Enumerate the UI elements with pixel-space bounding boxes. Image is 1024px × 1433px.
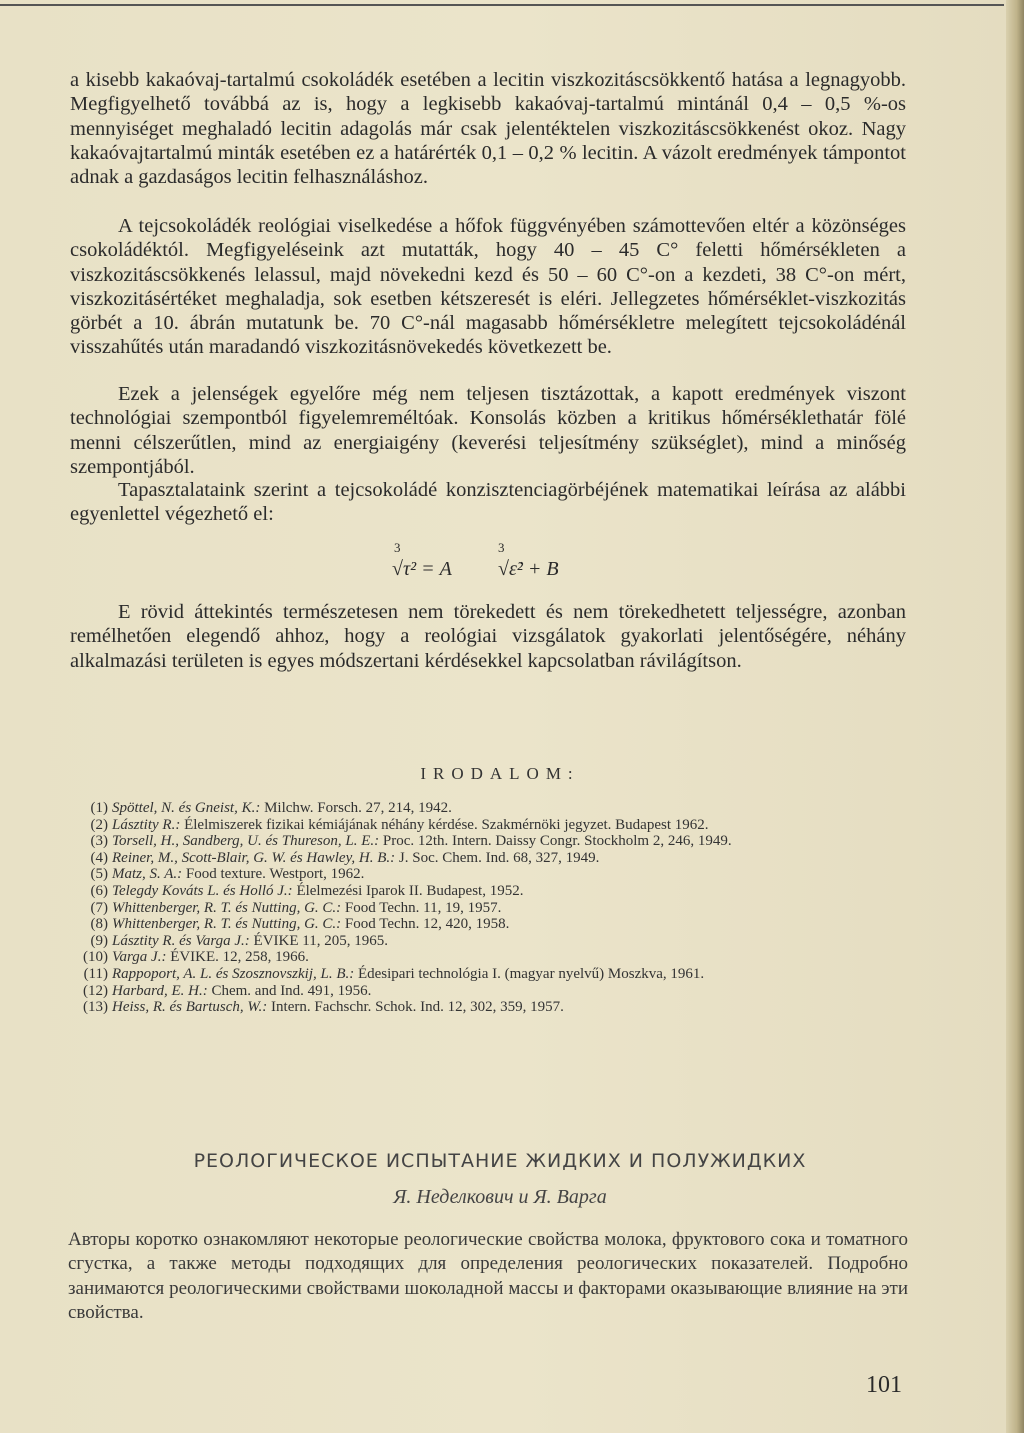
reference-source: Food texture. Westport, 1962. bbox=[182, 866, 365, 883]
reference-text bbox=[112, 817, 914, 834]
reference-authors: Heiss, R. és Bartusch, W.: bbox=[112, 999, 268, 1016]
reference-source: Milchw. Forsch. 27, 214, 1942. bbox=[260, 800, 452, 816]
reference-item bbox=[64, 966, 914, 983]
reference-source: Intern. Fachschr. Schok. Ind. 12, 302, 359, 1957. bbox=[267, 999, 564, 1016]
top-rule bbox=[0, 4, 1004, 6]
equation-rhs: √ε̇² + B bbox=[498, 558, 559, 580]
russian-abstract: Авторы коротко ознакомляют некоторые реологические свойства молока, фруктового сока и томатного сгустка, а также методы подходящих для определения реологических показателей. Подробно занимаются реологическими свойствами шоколадной массы и факторами оказывающие влияние на эти свойства. bbox=[68, 1229, 908, 1323]
root-index-right: 3 bbox=[498, 540, 505, 555]
references-title: IRODALOM: bbox=[420, 764, 580, 783]
paragraph-4 bbox=[70, 478, 906, 527]
reference-item bbox=[64, 800, 914, 817]
paragraph-text: Ezek a jelenségek egyelőre még nem teljesen tisztázottak, a kapott eredmények viszont technológiai szempontból figyelemreméltóak. Konsolás közben a kritikus hőmérséklethatár fölé menni célszerűtlen, mind az energiaigény (keverési teljesítmény szükséglet), mind a minőség szempontjából. bbox=[70, 383, 906, 478]
reference-source: J. Soc. Chem. Ind. 68, 327, 1949. bbox=[395, 849, 600, 866]
reference-list bbox=[64, 800, 914, 1016]
paragraph-text: Tapasztalataink szerint a tejcsokoládé konzisztenciagörbéjének matematikai leírása az alábbi egyenlettel végezhető el: bbox=[70, 479, 906, 526]
reference-number: (7) bbox=[90, 899, 108, 916]
reference-item bbox=[64, 916, 914, 933]
reference-source: Édesipari technológia I. (magyar nyelvű) Moszkva, 1961. bbox=[354, 965, 705, 982]
reference-text bbox=[112, 999, 914, 1016]
reference-authors: Torsell, H., Sandberg, U. és Thureson, L. E.: bbox=[112, 833, 380, 850]
reference-number: (11) bbox=[83, 965, 108, 982]
reference-number: (13) bbox=[83, 999, 108, 1016]
reference-item bbox=[64, 850, 914, 867]
reference-number: (5) bbox=[90, 866, 108, 883]
reference-number: (8) bbox=[90, 916, 108, 933]
reference-item bbox=[64, 817, 914, 834]
reference-text bbox=[112, 866, 914, 883]
paragraph-2 bbox=[70, 214, 906, 360]
reference-text bbox=[112, 850, 914, 867]
reference-number: (1) bbox=[90, 800, 108, 816]
reference-text bbox=[112, 900, 914, 917]
reference-authors: Whittenberger, R. T. és Nutting, G. C.: bbox=[112, 899, 342, 916]
reference-authors: Telegdy Kováts L. és Holló J.: bbox=[112, 882, 293, 899]
reference-authors: Rappoport, A. L. és Szosznovszkij, L. B.: bbox=[112, 965, 355, 982]
russian-authors: Я. Неделкович и Я. Варга bbox=[393, 1186, 607, 1208]
reference-item bbox=[64, 883, 914, 900]
reference-authors: Varga J.: bbox=[112, 949, 167, 966]
reference-item bbox=[64, 866, 914, 883]
reference-number: (9) bbox=[90, 932, 108, 949]
paragraph-3 bbox=[70, 382, 906, 479]
page-number: 101 bbox=[866, 1372, 902, 1398]
reference-authors: Lásztity R. és Varga J.: bbox=[112, 932, 250, 949]
reference-text bbox=[112, 833, 914, 850]
reference-item bbox=[64, 900, 914, 917]
reference-source: Élelmezési Iparok II. Budapest, 1952. bbox=[292, 882, 524, 899]
russian-title: РЕОЛОГИЧЕСКОЕ ИСПЫТАНИЕ ЖИДКИХ И ПОЛУЖИДКИХ bbox=[193, 1150, 807, 1172]
reference-text bbox=[112, 933, 914, 950]
reference-item bbox=[64, 933, 914, 950]
paragraph-1 bbox=[70, 68, 906, 189]
equation bbox=[380, 540, 620, 588]
reference-source: Élelmiszerek fizikai kémiájának néhány kérdése. Szakmérnöki jegyzet. Budapest 1962. bbox=[180, 816, 709, 833]
reference-text bbox=[112, 966, 914, 983]
reference-item bbox=[64, 833, 914, 850]
reference-source: ÉVIKE. 12, 258, 1966. bbox=[166, 949, 309, 966]
reference-authors: Whittenberger, R. T. és Nutting, G. C.: bbox=[112, 916, 342, 933]
reference-source: ÉVIKE 11, 205, 1965. bbox=[249, 932, 388, 949]
reference-source: Proc. 12th. Intern. Daissy Congr. Stockholm 2, 246, 1949. bbox=[379, 833, 732, 850]
paragraph-5 bbox=[70, 600, 906, 673]
reference-number: (6) bbox=[90, 882, 108, 899]
reference-number: (4) bbox=[90, 849, 108, 866]
reference-authors: Reiner, M., Scott-Blair, G. W. és Hawley, H. B.: bbox=[112, 849, 396, 866]
paragraph-text: a kisebb kakaóvaj-tartalmú csokoládék esetében a lecitin viszkozitáscsökkentő hatása a legnagyobb. Megfigyelhető továbbá az is, hogy a legkisebb kakaóvaj-tartalmú mintánál 0,4 – 0,5 %-os mennyiséget meghaladó lecitin adagolás már csak jelentéktelen viszkozitáscsökkenést okoz. Nagy kakaóvajtartalmú minták esetében ez a határérték 0,1 – 0,2 % lecitin. A vázolt eredmények támpontot adnak a gazdaságos lecitin felhasználáshoz. bbox=[70, 69, 906, 189]
reference-number: (12) bbox=[83, 982, 108, 999]
reference-text bbox=[112, 983, 914, 1000]
reference-number: (10) bbox=[83, 949, 108, 966]
reference-authors: Harbard, E. H.: bbox=[112, 982, 208, 999]
reference-item bbox=[64, 983, 914, 1000]
reference-authors: Lásztity R.: bbox=[112, 816, 181, 833]
reference-source: Chem. and Ind. 491, 1956. bbox=[207, 982, 372, 999]
reference-number: (3) bbox=[90, 833, 108, 850]
reference-text bbox=[112, 800, 914, 817]
equation-lhs: √τ² = A bbox=[392, 558, 452, 580]
reference-item bbox=[64, 999, 914, 1016]
reference-number: (2) bbox=[90, 816, 108, 833]
reference-text bbox=[112, 949, 914, 966]
reference-text bbox=[112, 916, 914, 933]
reference-source: Food Techn. 11, 19, 1957. bbox=[341, 899, 502, 916]
paragraph-text: A tejcsokoládék reológiai viselkedése a hőfok függvényében számottevően eltér a közönséges csokoládéktól. Megfigyeléseink azt mutatták, hogy 40 – 45 C° feletti hőmérsékleten a viszkozitáscsökkenés lelassul, majd növekedni kezd és 50 – 60 C°-on a kezdeti, 38 C°-on mért, viszkozitásértéket meghaladja, sok esetben kétszeresét is eléri. Jellegzetes hőmérséklet-viszkozitás görbét a 10. ábrán mutatunk be. 70 C°-nál magasabb hőmérsékletre melegített tejcsokoládénál visszahűtés után maradandó viszkozitásnövekedés következett be. bbox=[70, 215, 906, 359]
reference-source: Food Techn. 12, 420, 1958. bbox=[341, 916, 510, 933]
reference-text bbox=[112, 883, 914, 900]
reference-item bbox=[64, 949, 914, 966]
reference-authors: Matz, S. A.: bbox=[112, 866, 183, 883]
root-index-left: 3 bbox=[394, 540, 401, 555]
page-edge-shadow bbox=[1006, 0, 1024, 1433]
paragraph-text: E rövid áttekintés természetesen nem törekedett és nem törekedhetett teljességre, azonban remélhetően elegendő ahhoz, hogy a reológiai vizsgálatok gyakorlati jelentőségére, néhány alkalmazási területen is egyes módszertani kérdésekkel kapcsolatban rávilágítson. bbox=[70, 601, 906, 672]
reference-authors: Spöttel, N. és Gneist, K.: bbox=[112, 800, 261, 816]
